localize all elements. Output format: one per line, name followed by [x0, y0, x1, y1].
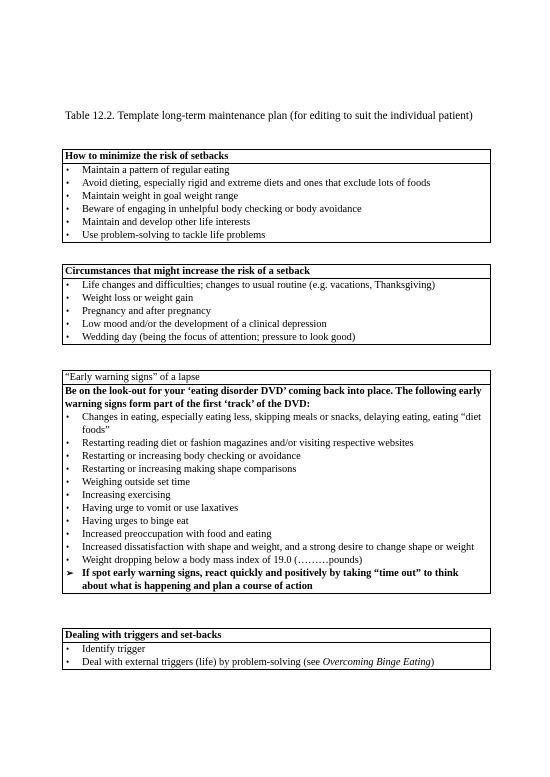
action-item: ➢ If spot early warning signs, react quickly and positively by taking “time out” to think about what is happening and plan a course of action — [66, 568, 459, 592]
list-item: • Use problem-solving to tackle life problems — [66, 230, 266, 241]
setback-circumstances-heading: Circumstances that might increase the risk of a setback — [63, 265, 490, 279]
bullet-icon: • — [66, 280, 70, 290]
arrow-bullet-icon: ➢ — [66, 568, 74, 578]
list-item: • Weight loss or weight gain — [66, 293, 194, 304]
minimize-risk-heading: How to minimize the risk of setbacks — [63, 150, 490, 164]
list-item: • Maintain weight in goal weight range — [66, 191, 239, 202]
early-warning-intro: Be on the look-out for your ‘eating disorder DVD’ coming back into place. The following early warning signs form part of the first ‘track’ of the DVD: — [65, 386, 482, 410]
bullet-icon: • — [66, 204, 70, 214]
bullet-icon: • — [66, 306, 70, 316]
list-item: • Having urges to binge eat — [66, 516, 189, 527]
bullet-icon: • — [66, 319, 70, 329]
bullet-icon: • — [66, 412, 70, 422]
list-item: • Increasing exercising — [66, 490, 171, 501]
bullet-icon: • — [66, 230, 70, 240]
bullet-icon: • — [66, 555, 70, 565]
bullet-icon: • — [66, 293, 70, 303]
list-item: • Restarting or increasing body checking or avoidance — [66, 451, 301, 462]
list-item: • Restarting or increasing making shape comparisons — [66, 464, 297, 475]
minimize-risk-list — [63, 164, 490, 242]
bullet-icon: • — [66, 529, 70, 539]
triggers-setbacks-heading: Dealing with triggers and set-backs — [63, 629, 490, 643]
bullet-icon: • — [66, 332, 70, 342]
minimize-risk-box — [62, 149, 491, 243]
list-item: • Beware of engaging in unhelpful body checking or body avoidance — [66, 204, 362, 215]
bullet-icon: • — [66, 542, 70, 552]
bullet-icon: • — [66, 477, 70, 487]
list-item: • Changes in eating, especially eating less, skipping meals or snacks, delaying eating, eating “diet foods” — [66, 412, 482, 436]
bullet-icon: • — [66, 438, 70, 448]
list-item: • Low mood and/or the development of a clinical depression — [66, 319, 327, 330]
list-item: • Wedding day (being the focus of attention; pressure to look good) — [66, 332, 356, 343]
early-warning-signs-heading: “Early warning signs” of a lapse — [65, 372, 200, 383]
early-warning-signs-box — [62, 370, 491, 594]
list-item: • Avoid dieting, especially rigid and extreme diets and ones that exclude lots of foods — [66, 178, 431, 189]
list-item: • Increased preoccupation with food and eating — [66, 529, 272, 540]
bullet-icon: • — [66, 165, 70, 175]
list-item: • Maintain and develop other life interests — [66, 217, 251, 228]
table-caption: Table 12.2. Template long-term maintenance plan (for editing to suit the individual patient) — [65, 110, 473, 122]
list-item: • Maintain a pattern of regular eating — [66, 165, 230, 176]
list-item: • Having urge to vomit or use laxatives — [66, 503, 239, 514]
setback-circumstances-box — [62, 264, 491, 345]
bullet-icon: • — [66, 217, 70, 227]
bullet-icon: • — [66, 178, 70, 188]
setback-circumstances-list — [63, 279, 490, 344]
list-item: • Pregnancy and after pregnancy — [66, 306, 211, 317]
list-item: • Increased dissatisfaction with shape and weight, and a strong desire to change shape or weight — [66, 542, 475, 553]
bullet-icon: • — [66, 490, 70, 500]
list-item: • Life changes and difficulties; changes to usual routine (e.g. vacations, Thanksgiving) — [66, 280, 436, 291]
triggers-setbacks-box — [62, 628, 491, 670]
bullet-icon: • — [66, 191, 70, 201]
book-title: Overcoming Binge Eating — [322, 657, 431, 668]
list-item: • Weight dropping below a body mass index of 19.0 (………pounds) — [66, 555, 363, 566]
triggers-setbacks-list — [63, 643, 490, 669]
list-item: • Identify trigger — [66, 644, 146, 655]
list-item: • Weighing outside set time — [66, 477, 190, 488]
bullet-icon: • — [66, 451, 70, 461]
list-item: • Restarting reading diet or fashion magazines and/or visiting respective websites — [66, 438, 414, 449]
list-item: • Deal with external triggers (life) by problem-solving (see Overcoming Binge Eating) — [66, 657, 435, 668]
bullet-icon: • — [66, 644, 70, 654]
early-warning-list — [63, 411, 490, 593]
bullet-icon: • — [66, 464, 70, 474]
bullet-icon: • — [66, 657, 70, 667]
bullet-icon: • — [66, 503, 70, 513]
bullet-icon: • — [66, 516, 70, 526]
